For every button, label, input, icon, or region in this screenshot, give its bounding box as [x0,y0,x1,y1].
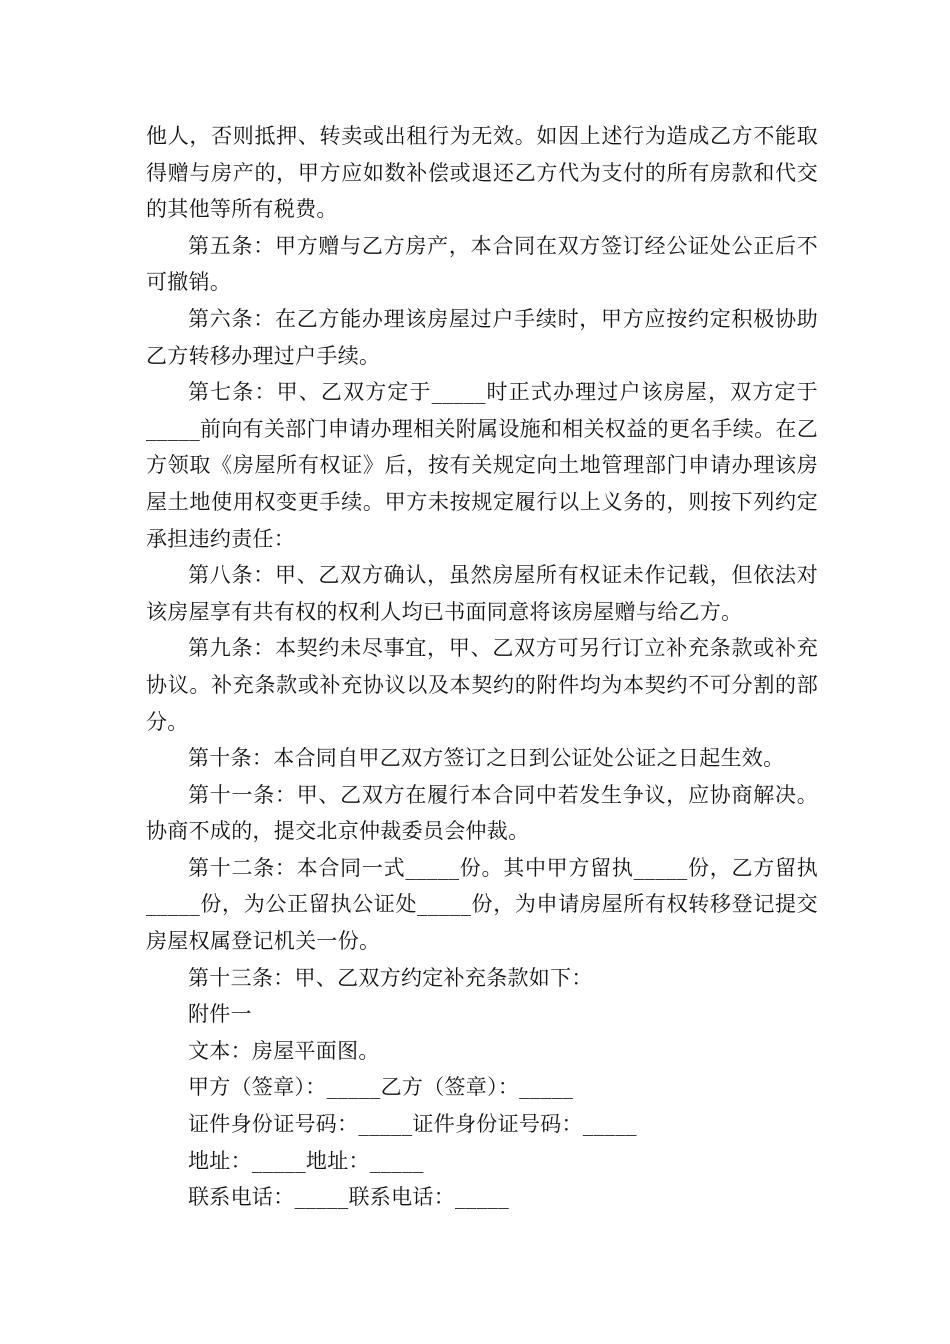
clause-10: 第十条：本合同自甲乙双方签订之日到公证处公证之日起生效。 [188,746,785,771]
clause-13: 第十三条：甲、乙双方约定补充条款如下： [188,965,593,990]
contract-body [146,118,818,1216]
clause-9: 第九条：本契约未尽事宜，甲、乙双方可另行订立补充条款或补充协议。补充条款或补充协议以及本契约的附件均为本契约不可分割的部分。 [146,636,818,734]
signature-line: 甲方（签章）：_____乙方（签章）：_____ [188,1075,574,1100]
clause-7: 第七条：甲、乙双方定于_____时正式办理过户该房屋，双方定于_____前向有关部门申请办理相关附属设施和相关权益的更名手续。在乙方领取《房屋所有权证》后，按有关规定向土地管理部门申请办理该房屋土地使用权变更手续。甲方未按规定履行以上义务的，则按下列约定承担违约责任： [146,380,818,551]
clause-11: 第十一条：甲、乙双方在履行本合同中若发生争议，应协商解决。协商不成的，提交北京仲裁委员会仲裁。 [146,782,818,844]
clause-6: 第六条：在乙方能办理该房屋过户手续时，甲方应按约定积极协助乙方转移办理过户手续。 [146,306,818,368]
attachment-text: 文本：房屋平面图。 [188,1038,380,1063]
attachment-title: 附件一 [188,1002,252,1027]
clause-5: 第五条：甲方赠与乙方房产，本合同在双方签订经公证处公正后不可撤销。 [146,233,818,295]
clause-12: 第十二条：本合同一式_____份。其中甲方留执_____份，乙方留执_____份，为公正留执公证处_____份，为申请房屋所有权转移登记提交房屋权属登记机关一份。 [146,855,818,954]
id-number-line: 证件身份证号码：_____证件身份证号码：_____ [188,1112,637,1137]
clause-8: 第八条：甲、乙双方确认，虽然房屋所有权证未作记载，但依法对该房屋享有共有权的权利人均已书面同意将该房屋赠与给乙方。 [146,563,818,624]
paragraph-continuation: 他人，否则抵押、转卖或出租行为无效。如因上述行为造成乙方不能取得赠与房产的，甲方应如数补偿或退还乙方代为支付的所有房款和代交的其他等所有税费。 [146,124,818,222]
address-line: 地址：_____地址：_____ [188,1148,424,1173]
phone-line: 联系电话：_____联系电话：_____ [188,1185,509,1210]
